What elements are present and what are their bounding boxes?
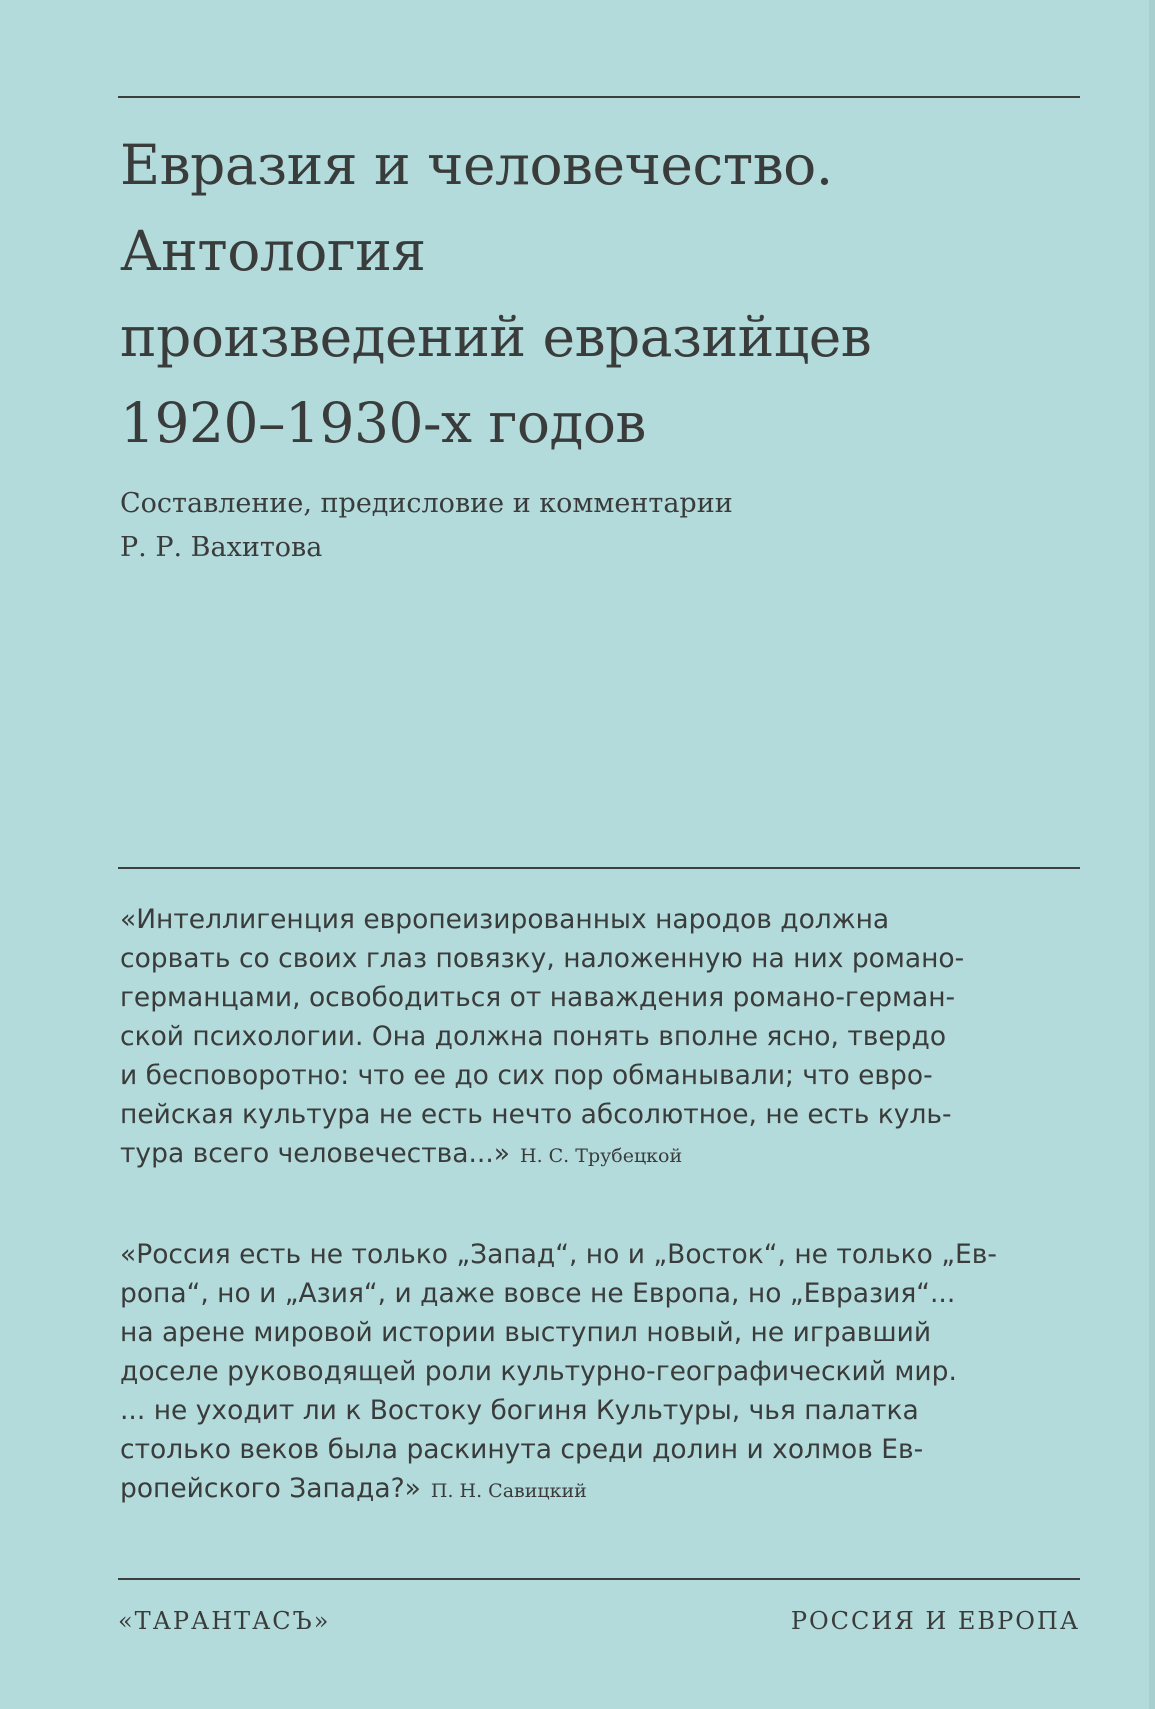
quote-line: доселе руководящей роли культурно-географический мир. bbox=[120, 1356, 957, 1387]
book-title bbox=[120, 122, 1090, 466]
quote-author: Н. С. Трубецкой bbox=[520, 1145, 683, 1167]
quote-line: «Интеллигенция европеизированных народов должна bbox=[120, 904, 890, 935]
quote-text: ропейского Запада?» bbox=[120, 1473, 421, 1504]
quote-author: П. Н. Савицкий bbox=[430, 1480, 587, 1502]
bottom-rule bbox=[118, 1578, 1080, 1580]
title-line-4: 1920–1930-х годов bbox=[120, 391, 646, 455]
quote-line: пейская культура не есть нечто абсолютное, не есть куль- bbox=[120, 1099, 952, 1130]
cover-edge bbox=[1149, 0, 1155, 1709]
quote-trubetskoy bbox=[120, 900, 1082, 1176]
quote-text: тура всего человечества...» bbox=[120, 1138, 510, 1169]
quote-savitsky bbox=[120, 1235, 1082, 1511]
quote-line-last bbox=[120, 1469, 1082, 1511]
quote-line: столько веков была раскинута среди долин и холмов Ев- bbox=[120, 1434, 924, 1465]
series-name: РОССИЯ И ЕВРОПА bbox=[790, 1607, 1080, 1635]
quote-line-last bbox=[120, 1134, 1082, 1176]
middle-rule bbox=[118, 867, 1080, 869]
quote-line: сорвать со своих глаз повязку, наложенную на них романо- bbox=[120, 943, 965, 974]
credits-line-2: Р. Р. Вахитова bbox=[120, 532, 323, 563]
quote-line: на арене мировой истории выступил новый, не игравший bbox=[120, 1317, 932, 1348]
quote-line: и бесповоротно: что ее до сих пор обманывали; что евро- bbox=[120, 1060, 933, 1091]
quote-line: ... не уходит ли к Востоку богиня Культуры, чья палатка bbox=[120, 1395, 919, 1426]
quote-line: «Россия есть не только „Запад“, но и „Восток“, не только „Ев- bbox=[120, 1239, 997, 1270]
quote-line: ской психологии. Она должна понять вполне ясно, твердо bbox=[120, 1021, 947, 1052]
title-line-2: Антология bbox=[120, 219, 426, 283]
credits-line-1: Составление, предисловие и комментарии bbox=[120, 488, 733, 519]
top-rule bbox=[118, 96, 1080, 98]
quote-line: ропа“, но и „Азия“, и даже вовсе не Европа, но „Евразия“... bbox=[120, 1278, 956, 1309]
title-line-1: Евразия и человечество. bbox=[120, 133, 833, 197]
quote-line: германцами, освободиться от наваждения романо-герман- bbox=[120, 982, 956, 1013]
title-line-3: произведений евразийцев bbox=[120, 305, 872, 369]
publisher-name: «ТАРАНТАСЪ» bbox=[118, 1607, 331, 1635]
editor-credits bbox=[120, 482, 1080, 570]
